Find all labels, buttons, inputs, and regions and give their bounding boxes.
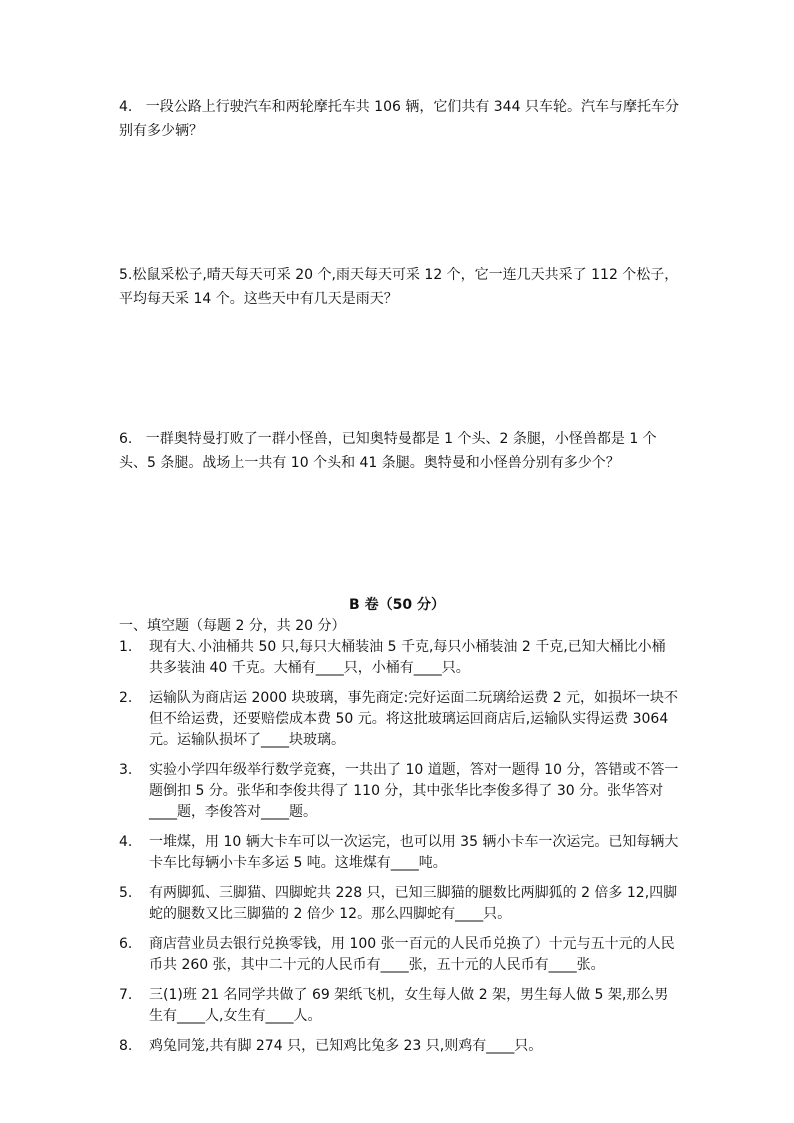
fill-item	[119, 934, 679, 976]
item-text: 一堆煤，用 10 辆大卡车可以一次运完，也可以用 35 辆小卡车一次运完。已知每辆大卡车比每辆小卡车多运 5 吨。这堆煤有____吨。	[149, 834, 679, 871]
item-number: 4.	[119, 834, 133, 850]
fill-item	[119, 1036, 679, 1057]
item-text: 实验小学四年级举行数学竞赛，一共出了 10 道题，答对一题得 10 分，答错或不答一题倒扣 5 分。张华和李俊共得了 110 分，其中张华比李俊多得了 30 分。张华答对____题，李俊答对____题。	[149, 762, 679, 820]
fill-item	[119, 760, 679, 823]
item-text: 运输队为商店运 2000 块玻璃，事先商定:完好运面二玩璃给运费 2 元，如损坏一块不但不给运费，还要赔偿成本费 50 元。将这批玻璃运回商店后,运输队实得运费 3064 元。运输队损坏了____块玻璃。	[149, 690, 679, 748]
fill-in-list	[119, 637, 679, 1066]
section-heading: 一、填空题（每题 2 分，共 20 分）	[119, 618, 346, 634]
item-text: 现有大､小油桶共 50 只,每只大桶装油 5 千克,每只小桶装油 2 千克,已知大桶比小桶共多装油 40 千克。大桶有____只，小桶有____只。	[149, 639, 666, 676]
item-number: 7.	[119, 987, 133, 1003]
fill-item	[119, 985, 679, 1027]
question-4: 4. 一段公路上行驶汽车和两轮摩托车共 106 辆，它们共有 344 只车轮。汽车与摩托车分别有多少辆？	[119, 99, 679, 139]
item-number: 3.	[119, 762, 133, 778]
part-b-title: B 卷（50 分）	[349, 597, 445, 613]
fill-item	[119, 637, 679, 679]
item-text: 有两脚狐、三脚猫、四脚蛇共 228 只，已知三脚猫的腿数比两脚狐的 2 倍多 12,四脚蛇的腿数又比三脚猫的 2 倍少 12。那么四脚蛇有____只。	[149, 885, 678, 922]
item-text: 商店营业员去银行兑换零钱，用 100 张一百元的人民币兑换了）十元与五十元的人民币共 260 张，其中二十元的人民币有____张，五十元的人民币有____张。	[149, 936, 675, 973]
item-number: 1.	[119, 639, 133, 655]
item-number: 5.	[119, 885, 133, 901]
fill-item	[119, 883, 679, 925]
item-text: 三(1)班 21 名同学共做了 69 架纸飞机，女生每人做 2 架，男生每人做 5 架,那么男生有____人,女生有____人。	[149, 987, 669, 1024]
item-number: 6.	[119, 936, 133, 952]
fill-item	[119, 688, 679, 751]
fill-item	[119, 832, 679, 874]
item-number: 8.	[119, 1038, 133, 1054]
question-6: 6. 一群奥特曼打败了一群小怪兽，已知奥特曼都是 1 个头、2 条腿，小怪兽都是 1 个头、5 条腿。战场上一共有 10 个头和 41 条腿。奥特曼和小怪兽分别有多少个？	[119, 431, 657, 471]
item-number: 2.	[119, 690, 133, 706]
item-text: 鸡兔同笼,共有脚 274 只，已知鸡比兔多 23 只,则鸡有____只。	[149, 1038, 543, 1054]
question-5: 5.松鼠采松子,晴天每天可采 20 个,雨天每天可采 12 个，它一连几天共采了 112 个松子，平均每天采 14 个。这些天中有几天是雨天？	[119, 267, 679, 307]
